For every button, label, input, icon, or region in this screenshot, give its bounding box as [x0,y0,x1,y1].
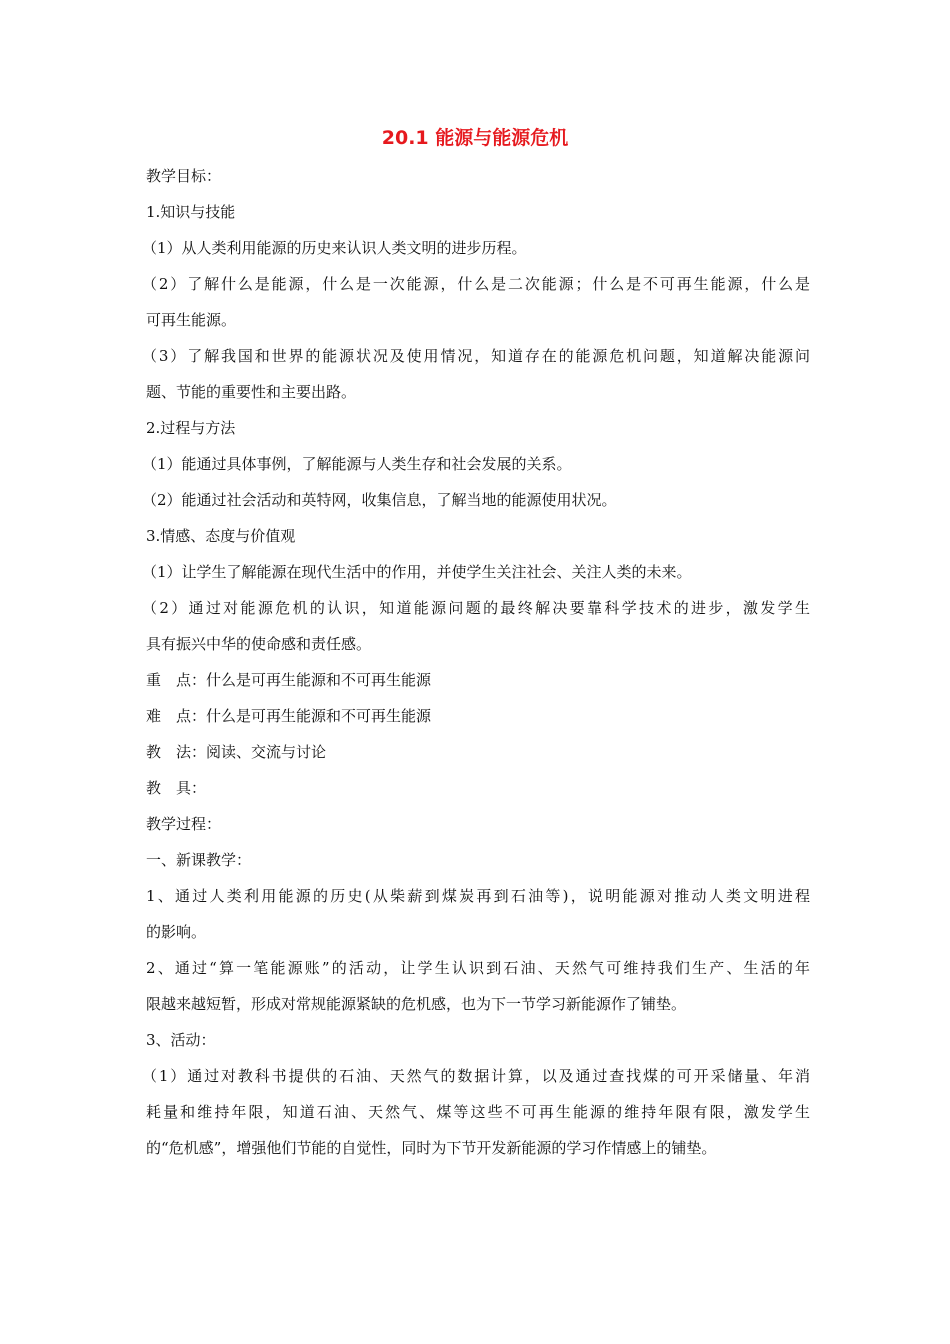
subsection-heading: 2.过程与方法 [146,419,236,437]
paragraph-line: （1）从人类利用能源的历史来认识人类文明的进步历程。 [142,239,527,257]
subsection-heading: 3、活动： [146,1031,216,1049]
section-heading: 教学目标： [146,167,222,185]
paragraph-line: 题、节能的重要性和主要出路。 [146,383,357,401]
paragraph-line: 可再生能源。 [146,311,237,329]
paragraph-line: 的“危机感”，增强他们节能的自觉性，同时为下节开发新能源的学习作情感上的铺垫。 [146,1139,717,1157]
paragraph-line: 2、通过“算一笔能源账”的活动，让学生认识到石油、天然气可维持我们生产、生活的年 [146,959,810,977]
key-point-line: 重 点：什么是可再生能源和不可再生能源 [146,671,432,689]
paragraph-line: （1）让学生了解能源在现代生活中的作用，并使学生关注社会、关注人类的未来。 [142,563,692,581]
section-heading: 教学过程： [146,815,222,833]
method-line: 教 法：阅读、交流与讨论 [146,743,327,761]
document-title: 20.1 能源与能源危机 [381,127,569,149]
document-body [142,158,810,1166]
paragraph-line: 耗量和维持年限，知道石油、天然气、煤等这些不可再生能源的维持年限有限，激发学生 [146,1103,810,1121]
subsection-heading: 1.知识与技能 [146,203,236,221]
subsection-heading: 一、新课教学： [146,851,252,869]
paragraph-line: 限越来越短暂，形成对常规能源紧缺的危机感，也为下一节学习新能源作了铺垫。 [146,995,687,1013]
paragraph-line: 具有振兴中华的使命感和责任感。 [146,635,372,653]
subsection-heading: 3.情感、态度与价值观 [146,527,296,545]
paragraph-line: （1）能通过具体事例，了解能源与人类生存和社会发展的关系。 [142,455,572,473]
difficulty-line: 难 点：什么是可再生能源和不可再生能源 [146,707,432,725]
paragraph-line: （3）了解我国和世界的能源状况及使用情况，知道存在的能源危机问题，知道解决能源问 [142,347,810,365]
paragraph-line: （2）通过对能源危机的认识，知道能源问题的最终解决要靠科学技术的进步，激发学生 [142,599,810,617]
tools-line: 教 具： [146,779,207,797]
paragraph-line: （2）能通过社会活动和英特网，收集信息，了解当地的能源使用状况。 [142,491,617,509]
paragraph-line: 的影响。 [146,923,207,941]
paragraph-line: （1）通过对教科书提供的石油、天然气的数据计算，以及通过查找煤的可开采储量、年消 [142,1067,810,1085]
paragraph-line: 1、通过人类利用能源的历史(从柴薪到煤炭再到石油等)，说明能源对推动人类文明进程 [146,887,810,905]
paragraph-line: （2）了解什么是能源，什么是一次能源，什么是二次能源；什么是不可再生能源，什么是 [142,275,810,293]
